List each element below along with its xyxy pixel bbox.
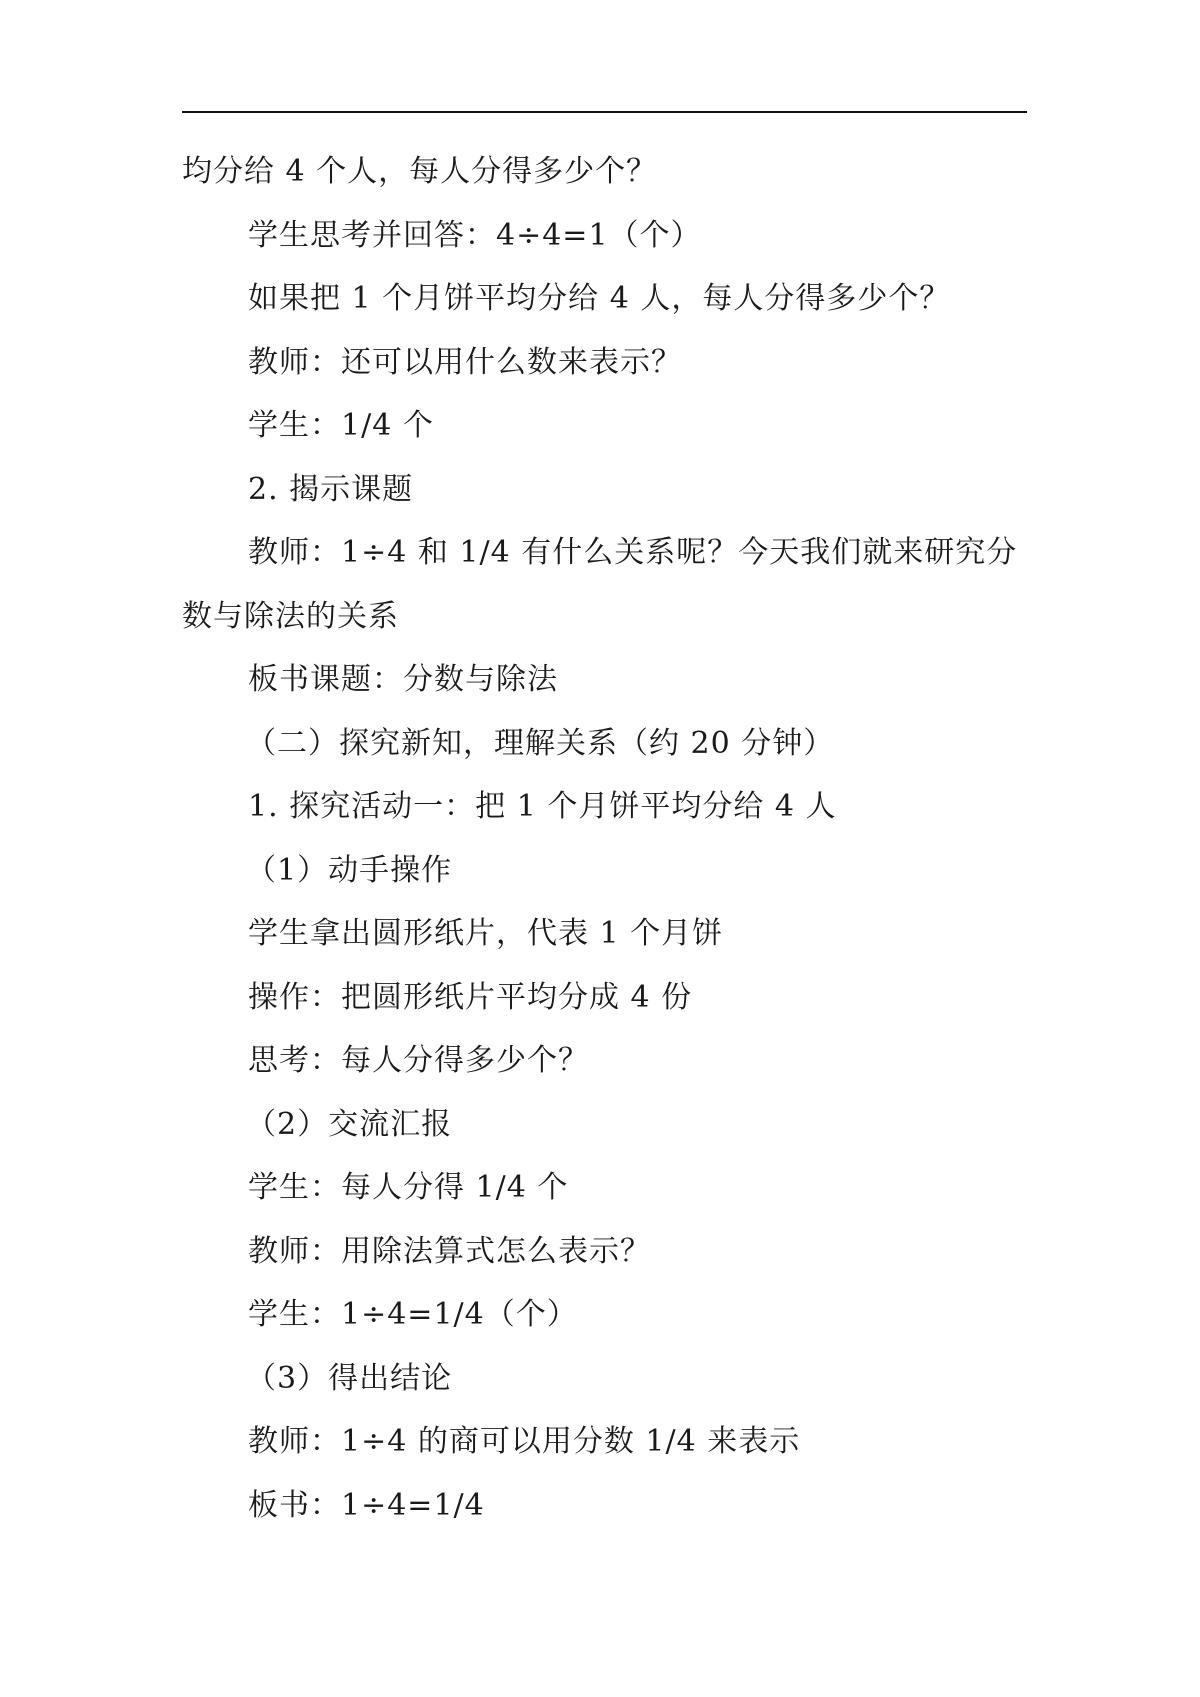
text-line: 学生：1÷4=1/4（个） (248, 1297, 578, 1332)
subsection-heading: （3）得出结论 (246, 1360, 453, 1396)
text-line: 学生：每人分得 1/4 个 (248, 1170, 569, 1205)
text-line: 学生思考并回答：4÷4=1（个） (248, 217, 702, 253)
text-line: 学生：1/4 个 (248, 408, 434, 443)
text-line: 学生拿出圆形纸片，代表 1 个月饼 (248, 916, 724, 951)
text-line: 教师：1÷4 的商可以用分数 1/4 来表示 (248, 1424, 801, 1459)
text-line: 操作：把圆形纸片平均分成 4 份 (248, 979, 693, 1015)
text-line: 如果把 1 个月饼平均分给 4 人，每人分得多少个？ (248, 281, 951, 316)
header-rule (182, 111, 1027, 113)
subsection-heading: （2）交流汇报 (246, 1106, 453, 1142)
text-paragraph: 教师：1÷4 和 1/4 有什么关系呢？今天我们就来研究分数与除法的关系 (182, 535, 1018, 634)
text-line: 板书课题：分数与除法 (248, 662, 558, 697)
text-line: 均分给 4 个人，每人分得多少个？ (182, 154, 658, 189)
text-line: 教师：还可以用什么数来表示？ (248, 344, 682, 380)
text-line: 教师：用除法算式怎么表示？ (248, 1233, 651, 1269)
subsection-heading: （1）动手操作 (246, 852, 453, 888)
document-body (182, 140, 1027, 1537)
text-line: 思考：每人分得多少个？ (248, 1043, 589, 1078)
section-heading: 1. 探究活动一：把 1 个月饼平均分给 4 人 (248, 789, 837, 824)
section-heading: 2. 揭示课题 (248, 471, 414, 507)
section-heading: （二）探究新知，理解关系（约 20 分钟） (246, 725, 835, 761)
text-line: 板书：1÷4=1/4 (248, 1487, 485, 1523)
